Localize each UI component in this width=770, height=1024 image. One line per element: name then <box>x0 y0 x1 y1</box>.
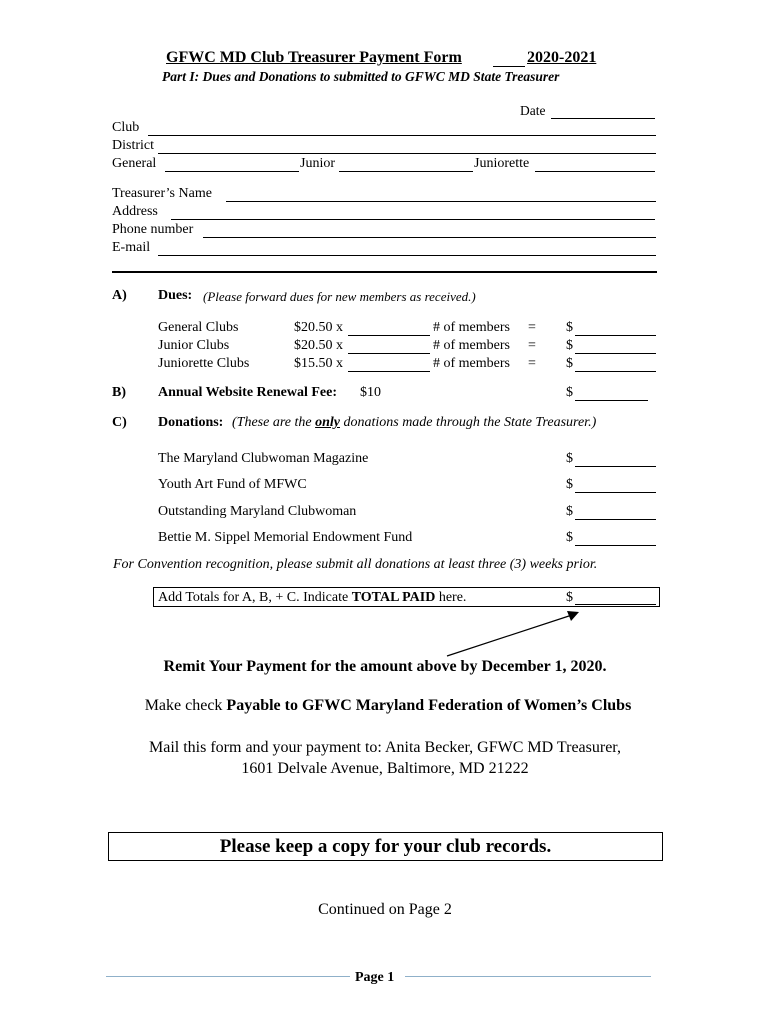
website-fee-dollar-sign: $ <box>566 385 573 400</box>
continued-note: Continued on Page 2 <box>318 901 452 918</box>
dues-amount-field[interactable] <box>575 371 656 372</box>
juniorette-label: Juniorette <box>474 156 530 171</box>
donation-dollar-sign: $ <box>566 477 573 492</box>
dues-amount-field[interactable] <box>575 353 656 354</box>
totals-bold: TOTAL PAID <box>351 590 436 605</box>
dues-equals: = <box>528 338 536 353</box>
juniorette-field[interactable] <box>535 171 655 172</box>
donation-amount-field[interactable] <box>575 492 656 493</box>
footer-rule-right <box>405 976 651 977</box>
dues-rate: $20.50 x <box>294 338 343 353</box>
email-field[interactable] <box>158 255 656 256</box>
dues-rate: $15.50 x <box>294 356 343 371</box>
donation-name: Outstanding Maryland Clubwoman <box>158 504 357 519</box>
donation-name: The Maryland Clubwoman Magazine <box>158 451 369 466</box>
donation-amount-field[interactable] <box>575 466 656 467</box>
mail-line-1: Mail this form and your payment to: Anita Becker, GFWC MD Treasurer, <box>149 739 621 756</box>
section-c-note-post: donations made through the State Treasurer.) <box>339 415 597 430</box>
section-a-note: (Please forward dues for new members as received.) <box>203 289 476 304</box>
phone-field[interactable] <box>203 237 656 238</box>
remit-notice: Remit Your Payment for the amount above by December 1, 2020. <box>163 658 607 675</box>
convention-note: For Convention recognition, please submit all donations at least three (3) weeks prior. <box>113 557 598 572</box>
dues-members-label: # of members <box>433 338 510 353</box>
mail-line-2: 1601 Delvale Avenue, Baltimore, MD 21222 <box>241 760 529 777</box>
junior-label: Junior <box>300 156 335 171</box>
dues-club-type: General Clubs <box>158 320 239 335</box>
dues-members-field[interactable] <box>348 371 430 372</box>
dues-equals: = <box>528 320 536 335</box>
district-field[interactable] <box>158 153 656 154</box>
title-underline-gap <box>493 66 525 67</box>
dues-equals: = <box>528 356 536 371</box>
dues-club-type: Juniorette Clubs <box>158 356 250 371</box>
club-label: Club <box>112 120 140 135</box>
donation-amount-field[interactable] <box>575 545 656 546</box>
donation-name: Youth Art Fund of MFWC <box>158 477 307 492</box>
general-field[interactable] <box>165 171 299 172</box>
section-b-amount: $10 <box>360 385 381 400</box>
dues-members-label: # of members <box>433 320 510 335</box>
donation-dollar-sign: $ <box>566 530 573 545</box>
address-field[interactable] <box>171 219 655 220</box>
dues-dollar-sign: $ <box>566 338 573 353</box>
totals-post: here. <box>435 590 467 605</box>
dues-dollar-sign: $ <box>566 356 573 371</box>
totals-text <box>158 590 466 606</box>
section-b-letter: B) <box>112 385 126 400</box>
junior-field[interactable] <box>339 171 473 172</box>
treasurer-name-label: Treasurer’s Name <box>112 186 212 201</box>
treasurer-name-field[interactable] <box>226 201 656 202</box>
dues-club-type: Junior Clubs <box>158 338 230 353</box>
form-subtitle: Part I: Dues and Donations to submitted to GFWC MD State Treasurer <box>162 69 560 84</box>
date-label: Date <box>520 103 546 118</box>
totals-dollar-sign: $ <box>566 590 573 605</box>
section-a-letter: A) <box>112 288 127 303</box>
dues-members-field[interactable] <box>348 335 430 336</box>
arrow-icon <box>440 605 590 665</box>
section-a-title: Dues: <box>158 288 193 303</box>
section-c-note <box>232 415 596 431</box>
dues-members-label: # of members <box>433 356 510 371</box>
form-title: GFWC MD Club Treasurer Payment Form <box>166 49 462 66</box>
dues-amount-field[interactable] <box>575 335 656 336</box>
section-c-note-pre: (These are the <box>232 415 316 430</box>
totals-pre: Add Totals for A, B, + C. Indicate <box>158 590 352 605</box>
keep-copy-text: Please keep a copy for your club records. <box>219 836 552 857</box>
dues-members-field[interactable] <box>348 353 430 354</box>
page-number: Page 1 <box>355 970 395 985</box>
form-year: 2020-2021 <box>527 49 597 66</box>
section-c-note-only: only <box>315 415 340 430</box>
website-fee-field[interactable] <box>575 400 648 401</box>
section-c-letter: C) <box>112 415 127 430</box>
address-label: Address <box>112 204 158 219</box>
dues-rate: $20.50 x <box>294 320 343 335</box>
section-b-title: Annual Website Renewal Fee: <box>158 385 338 400</box>
footer-rule-left <box>106 976 350 977</box>
email-label: E-mail <box>112 240 151 255</box>
date-field[interactable] <box>551 118 655 119</box>
donation-dollar-sign: $ <box>566 451 573 466</box>
donation-amount-field[interactable] <box>575 519 656 520</box>
section-divider <box>112 271 657 273</box>
check-pre: Make check <box>144 697 227 714</box>
section-c-title: Donations: <box>158 415 224 430</box>
donation-name: Bettie M. Sippel Memorial Endowment Fund <box>158 530 413 545</box>
check-payable <box>0 697 770 715</box>
phone-label: Phone number <box>112 222 194 237</box>
donation-dollar-sign: $ <box>566 504 573 519</box>
district-label: District <box>112 138 154 153</box>
general-label: General <box>112 156 157 171</box>
dues-dollar-sign: $ <box>566 320 573 335</box>
check-payee: Payable to GFWC Maryland Federation of Women’s Clubs <box>226 697 632 714</box>
club-field[interactable] <box>148 135 656 136</box>
